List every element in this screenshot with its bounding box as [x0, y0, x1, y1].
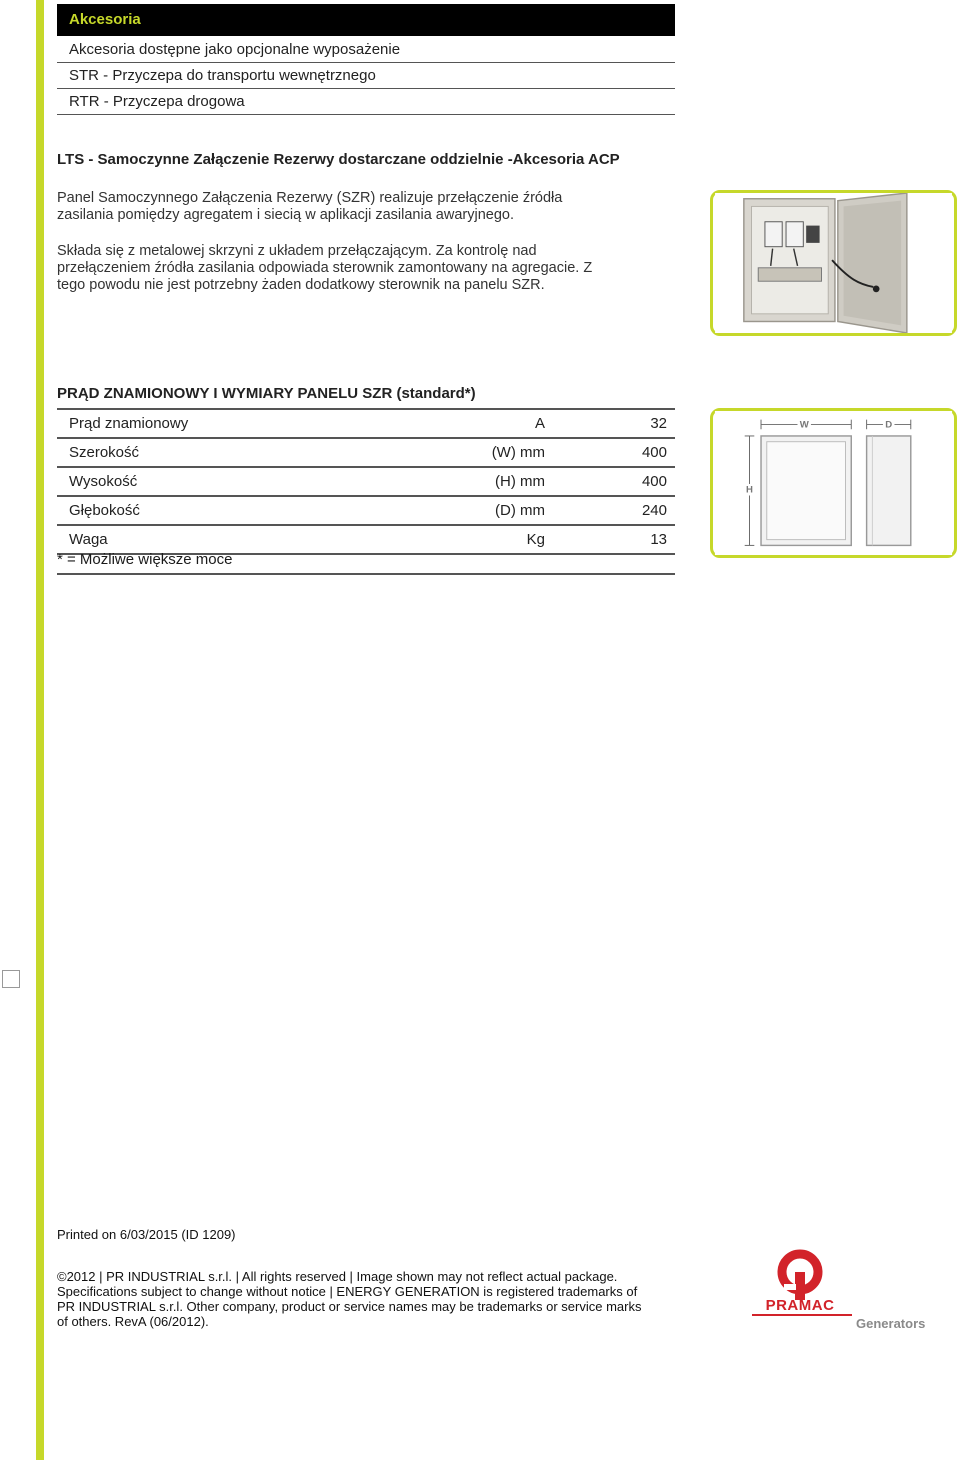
table-row [57, 410, 675, 439]
printed-date: Printed on 6/03/2015 (ID 1209) [57, 1227, 236, 1242]
text-line: przełączeniem źródła zasilania odpowiada sterownik zamontowany na agregacie. Z [57, 260, 593, 276]
spec-label: Waga [69, 531, 108, 548]
logo-graphic [752, 1248, 957, 1333]
spec-unit: A [534, 415, 545, 432]
depth-label: D [885, 419, 893, 431]
spec-label: Prąd znamionowy [69, 415, 189, 432]
list-item: STR - Przyczepa do transportu wewnętrznego [57, 63, 675, 89]
text-line: tego powodu nie jest potrzebny żaden dodatkowy sterownik na panelu SZR. [57, 277, 545, 293]
spec-value: 32 [650, 415, 667, 432]
text-line: Składa się z metalowej skrzyni z układem przełączającym. Za kontrolę nad [57, 243, 537, 259]
footer-line: PR INDUSTRIAL s.r.l. Other company, product or service names may be trademarks or service marks [57, 1299, 642, 1314]
table-row [57, 439, 675, 468]
lts-description-1 [57, 190, 657, 224]
width-label: W [799, 419, 809, 431]
spec-label: Szerokość [69, 444, 140, 461]
table-row [57, 468, 675, 497]
lts-title: LTS - Samoczynne Załączenie Rezerwy dostarczane oddzielnie -Akcesoria ACP [57, 151, 620, 168]
specs-table [57, 408, 675, 568]
list-item: Akcesoria dostępne jako opcjonalne wyposażenie [57, 37, 675, 63]
logo-brand: PRAMAC [765, 1297, 835, 1314]
spec-unit: (W) mm [491, 444, 545, 461]
spec-label: Wysokość [69, 473, 138, 490]
height-label: H [746, 484, 753, 496]
footer-line: Specifications subject to change without notice | ENERGY GENERATION is registered trademarks of [57, 1284, 638, 1299]
text-line: zasilania pomiędzy agregatem i siecią w aplikacji zasilania awaryjnego. [57, 207, 514, 223]
pramac-logo [752, 1248, 957, 1333]
accessories-list [57, 37, 675, 115]
dimension-drawing [713, 411, 954, 555]
spec-value: 400 [641, 473, 667, 490]
spec-value: 13 [650, 531, 667, 548]
footer-line: of others. RevA (06/2012). [57, 1314, 209, 1329]
open-cabinet-image [713, 193, 954, 333]
spec-value: 400 [641, 444, 667, 461]
dimension-diagram [710, 408, 957, 558]
spec-unit: Kg [526, 531, 545, 548]
page-checkbox[interactable] [2, 970, 20, 988]
spec-value: 240 [641, 502, 667, 519]
spec-unit: (D) mm [495, 502, 545, 519]
footer-line: ©2012 | PR INDUSTRIAL s.r.l. | All rights reserved | Image shown may not reflect actual package. [57, 1269, 618, 1284]
spec-unit: (H) mm [495, 473, 545, 490]
left-accent-bar [36, 0, 44, 1460]
lts-description-2 [57, 243, 657, 294]
section-header: Akcesoria [57, 4, 675, 36]
specs-title: PRĄD ZNAMIONOWY I WYMIARY PANELU SZR (standard*) [57, 385, 476, 402]
list-item: RTR - Przyczepa drogowa [57, 89, 675, 115]
specs-footnote: * = Możliwe większe moce [57, 547, 675, 575]
logo-subtitle: Generators [856, 1316, 926, 1331]
panel-photo [710, 190, 957, 336]
table-row [57, 497, 675, 526]
text-line: Panel Samoczynnego Załączenia Rezerwy (SZR) realizuje przełączenie źródła [57, 190, 563, 206]
spec-label: Głębokość [69, 502, 140, 519]
legal-footer [57, 1269, 677, 1329]
